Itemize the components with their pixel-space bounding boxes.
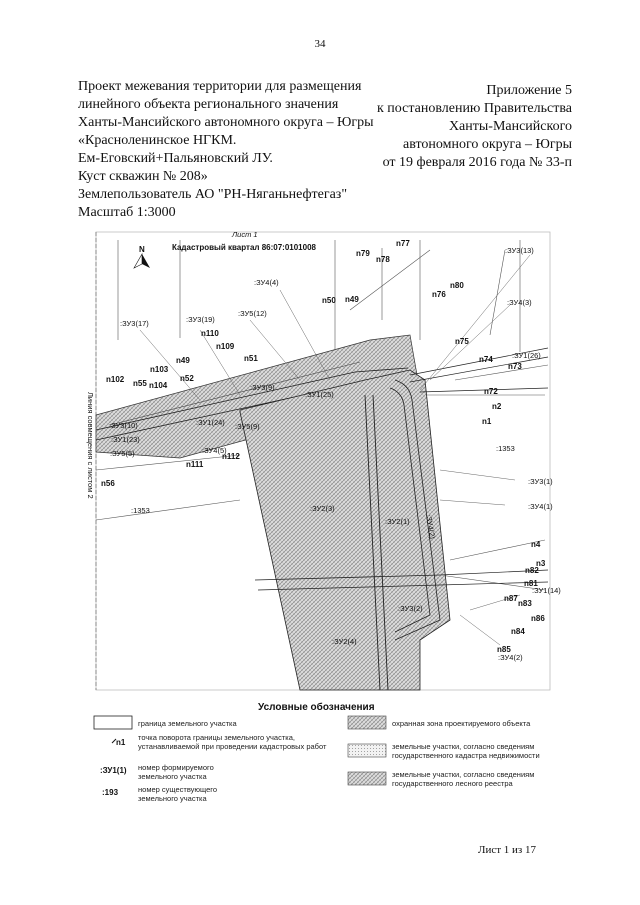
parcel-label: :ЗУ1(26) [512,351,541,360]
appendix-line: Приложение 5 [486,83,572,98]
point-label: n82 [525,566,539,575]
parcel-label: :ЗУ1(24) [196,418,225,427]
point-label: n76 [432,290,446,299]
legend-swatch-protection-zone [348,716,386,729]
title-line: Ханты-Мансийского автономного округа – Югры [78,115,374,130]
appendix-line: Ханты-Мансийского [448,119,572,134]
sheet-join-note: Линия совмещения с листом 2 [86,392,95,499]
title-line: Ем-Еговский+Пальяновский ЛУ. [78,151,273,166]
point-label: n79 [356,249,370,258]
parcel-label: :ЗУ4(5) [202,446,227,455]
parcel-label: :ЗУ1(25) [305,390,334,399]
point-label: n80 [450,281,464,290]
point-label: n83 [518,599,532,608]
point-label: n85 [497,645,511,654]
point-label: n77 [396,239,410,248]
parcel-label: :ЗУ2(1) [385,517,410,526]
parcel-label: :ЗУ5(5) [110,449,135,458]
legend-text: номер существующего земельного участка [138,785,218,803]
point-label: n87 [504,594,518,603]
legend-text: граница земельного участка [138,719,237,728]
parcel-label: :ЗУ1(14) [532,586,561,595]
parcel-label: :ЗУ2(4) [332,637,357,646]
point-label: n81 [524,579,538,588]
sheet-label: Лист 1 [232,230,258,239]
legend-code: :193 [102,788,119,797]
legend-text: точка поворота границы земельного участка, устанавливаемой при проведении кадастровых работ [138,733,327,751]
point-label: n4 [531,540,541,549]
title-line: «Красноленинское НГКМ. [78,133,237,148]
legend-swatch-cadastre [348,744,386,757]
title-line: Землепользователь АО "РН-Няганьнефтегаз" [78,187,348,202]
appendix-line: автономного округа – Югры [403,137,572,152]
parcel-label: :ЗУ3(1) [528,477,553,486]
appendix-line: от 19 февраля 2016 года № 33-п [382,155,572,170]
title-line: Проект межевания территории для размещения [78,79,362,94]
parcel-label: :ЗУ3(13) [505,246,534,255]
cadastral-quarter-label: Кадастровый квартал 86:07:0101008 [172,243,316,252]
point-label: n86 [531,614,545,623]
point-label: n84 [511,627,525,636]
point-label: n49 [176,356,190,365]
parcel-label: :ЗУ5(12) [238,309,267,318]
parcel-label: :ЗУ5(9) [235,422,260,431]
legend-swatch-boundary [94,716,132,729]
point-label: n109 [216,342,235,351]
point-label: n112 [222,452,240,461]
title-line: Куст скважин № 208» [78,169,208,184]
point-label: n111 [186,460,204,469]
point-label: n110 [201,329,219,338]
point-label: n51 [244,354,258,363]
point-label: n52 [180,374,194,383]
legend-text: земельные участки, согласно сведениям государственного кадастра недвижимости [392,742,540,760]
parcel-label: :ЗУ2(3) [310,504,335,513]
point-label: n104 [149,381,168,390]
legend-text: номер формируемого земельного участка [138,763,214,781]
parcel-label: :ЗУ4(3) [507,298,532,307]
title-line: линейного объекта регионального значения [78,97,339,112]
north-arrow-icon [134,245,150,268]
parcel-label: :ЗУ3(10) [109,421,138,430]
point-label: n3 [536,559,546,568]
parcel-label: :ЗУ4(4) [254,278,279,287]
point-label: n55 [133,379,147,388]
parcel-label: :ЗУ3(9) [250,383,275,392]
sheet-footer: Лист 1 из 17 [478,844,537,856]
point-label: n103 [150,365,169,374]
point-label: n50 [322,296,336,305]
legend-swatch-forest [348,772,386,785]
point-label: n49 [345,295,359,304]
point-label: n56 [101,479,115,488]
point-label: n1 [482,417,492,426]
title-line: Масштаб 1:3000 [78,205,176,220]
parcel-label: :ЗУ4(2) [424,513,438,540]
parcel-label: :ЗУ3(19) [186,315,215,324]
parcel-label: :ЗУ3(17) [120,319,149,328]
point-label: n78 [376,255,390,264]
north-label: N [139,245,145,254]
point-label: n72 [484,387,498,396]
point-label: n75 [455,337,469,346]
parcel-label: :1353 [131,506,150,515]
point-label: n102 [106,375,125,384]
point-label: n2 [492,402,502,411]
point-label: n74 [479,355,493,364]
parcel-label: :ЗУ3(2) [398,604,423,613]
legend-text: земельные участки, согласно сведениям государственного лесного реестра [392,770,535,788]
parcel-label: :ЗУ4(2) [498,653,523,662]
legend-text: охранная зона проектируемого объекта [392,719,531,728]
parcel-label: :ЗУ4(1) [528,502,553,511]
page-number: 34 [314,38,326,50]
parcel-label: :1353 [496,444,515,453]
legend-code: :ЗУ1(1) [100,766,127,775]
legend-title: Условные обозначения [258,702,375,713]
appendix-line: к постановлению Правительства [376,101,572,116]
legend-code: n1 [116,738,126,747]
parcel-label: :ЗУ1(23) [111,435,140,444]
point-label: n73 [508,362,522,371]
